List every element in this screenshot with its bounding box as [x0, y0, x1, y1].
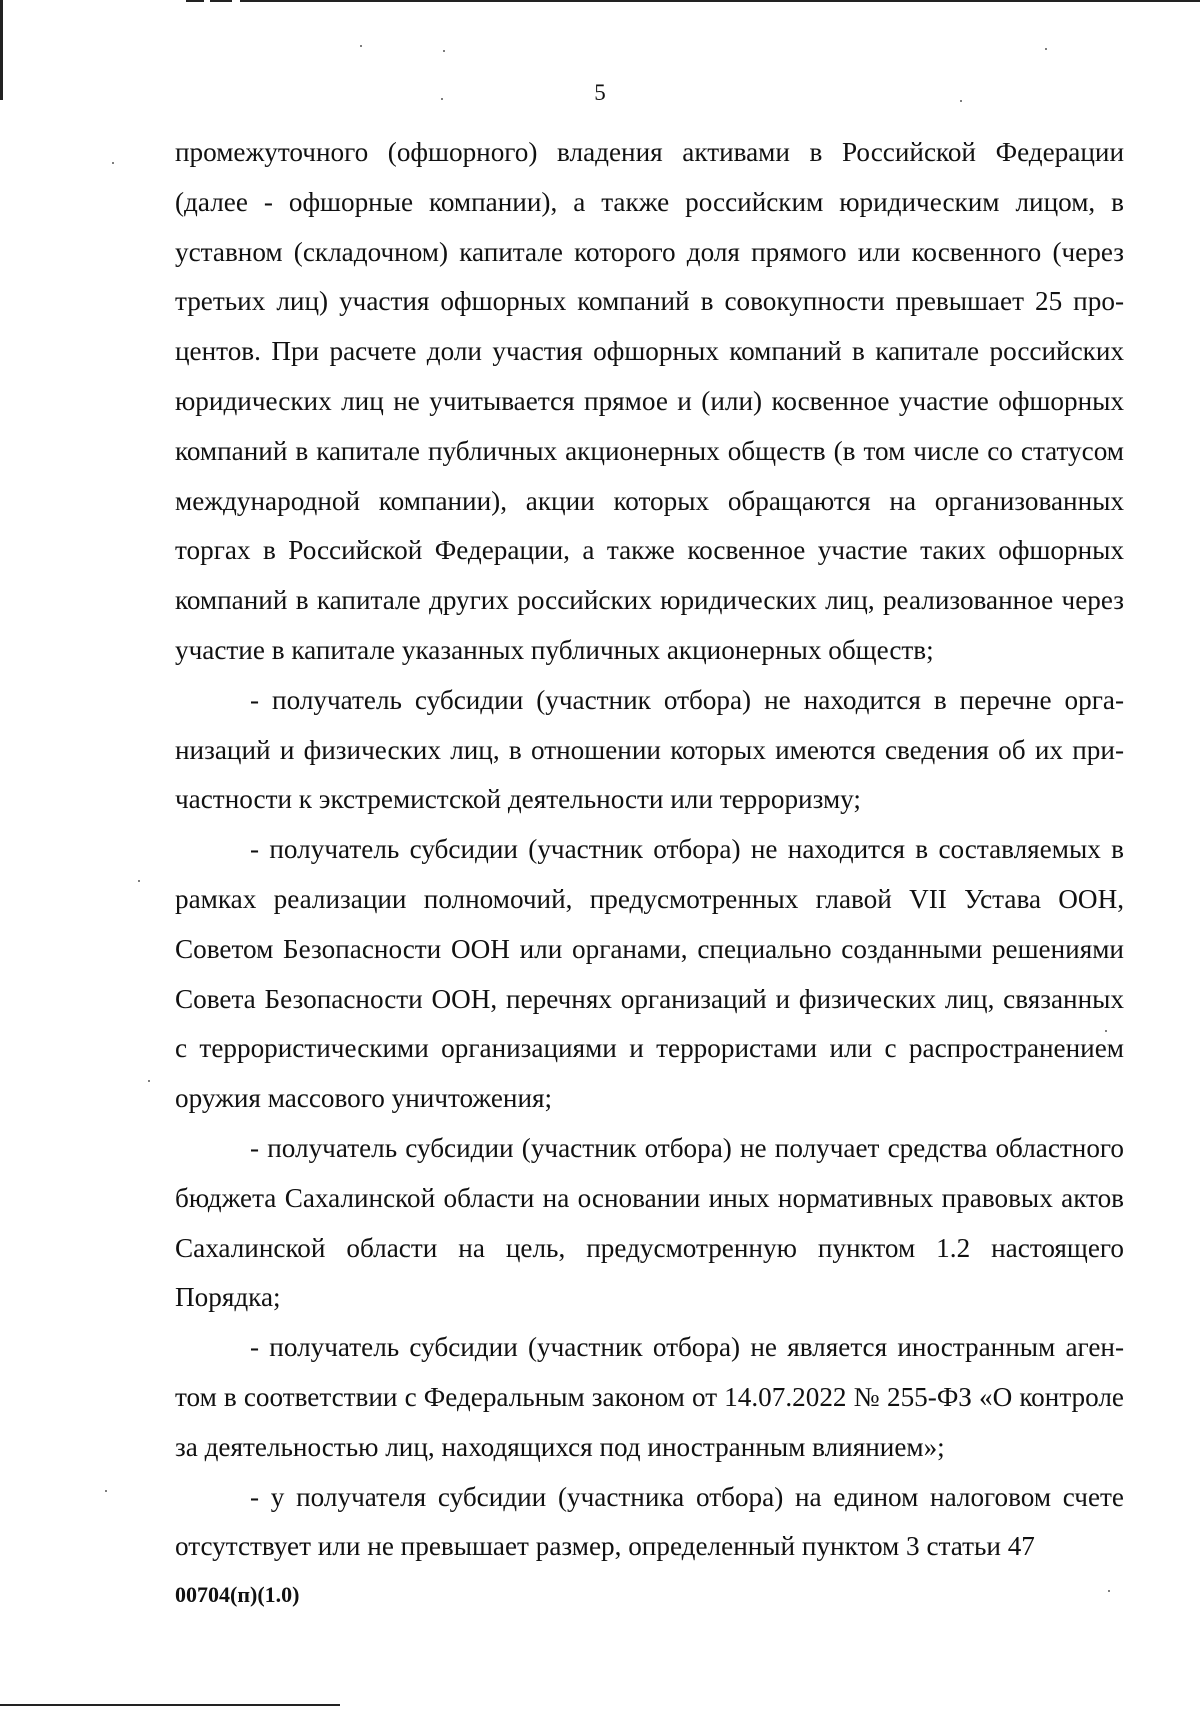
paragraph: - получатель субсидии (участник отбора) не находится в перечне организаций и физических лиц, в отношении которых имеются сведения об их причастности к экстремистской деятельности или терроризму;	[175, 684, 1124, 815]
scan-speck	[105, 1490, 107, 1492]
document-code: 00704(п)(1.0)	[175, 1582, 300, 1607]
scan-edge-mark	[0, 1704, 340, 1706]
scan-speck	[1108, 1590, 1110, 1592]
scan-speck	[1045, 48, 1047, 50]
paragraph: - получатель субсидии (участник отбора) не является иностранным агентом в соответствии с Федеральным законом от 14.07.2022 № 255-ФЗ «О контроле за деятельностью лиц, находящихся под иностранным влиянием»;	[175, 1332, 1124, 1462]
scan-speck	[360, 45, 362, 47]
scan-edge-mark	[240, 0, 1200, 2]
paragraph: - у получателя субсидии (участника отбора) на едином налоговом счете отсутствует или не превышает размер, определенный пунктом 3 статьи 47	[175, 1481, 1124, 1562]
paragraph: - получатель субсидии (участник отбора) не находится в составляемых в рамках реализации полномочий, предусмотренных главой VII Устава ООН, Советом Безопасности ООН или органами, специально созданными решениями Совета Безопасности ООН, перечнях организаций и физических лиц, связанных с террористическими организациями и террористами или с распространением оружия массового уничтожения;	[175, 834, 1124, 1114]
document-body	[175, 128, 1124, 1572]
scan-speck	[443, 50, 445, 52]
paragraph: промежуточного (офшорного) владения активами в Российской Федерации (далее - офшорные компании), а также российским юридическим лицом, в уставном (складочном) капитале которого доля прямого или косвенного (через третьих лиц) участия офшорных компаний в совокупности превышает 25 процентов. При расчете доли участия офшорных компаний в капитале российских юридических лиц не учитывается прямое и (или) косвенное участие офшорных компаний в капитале публичных акционерных обществ (в том числе со статусом международной компании), акции которых обращаются на организованных торгах в Российской Федерации, а также косвенное участие таких офшорных компаний в капитале других российских юридических лиц, реализованное через участие в капитале указанных публичных акционерных обществ;	[175, 137, 1124, 665]
scan-speck	[148, 1080, 150, 1082]
scan-edge-mark	[186, 0, 204, 2]
paragraph: - получатель субсидии (участник отбора) не получает средства областного бюджета Сахалинской области на основании иных нормативных правовых актов Сахалинской области на цель, предусмотренную пунктом 1.2 настоящего Порядка;	[175, 1132, 1124, 1313]
page-number: 5	[594, 80, 606, 105]
scan-speck	[112, 162, 114, 164]
scan-speck	[138, 880, 140, 882]
scan-edge-mark	[210, 0, 232, 2]
